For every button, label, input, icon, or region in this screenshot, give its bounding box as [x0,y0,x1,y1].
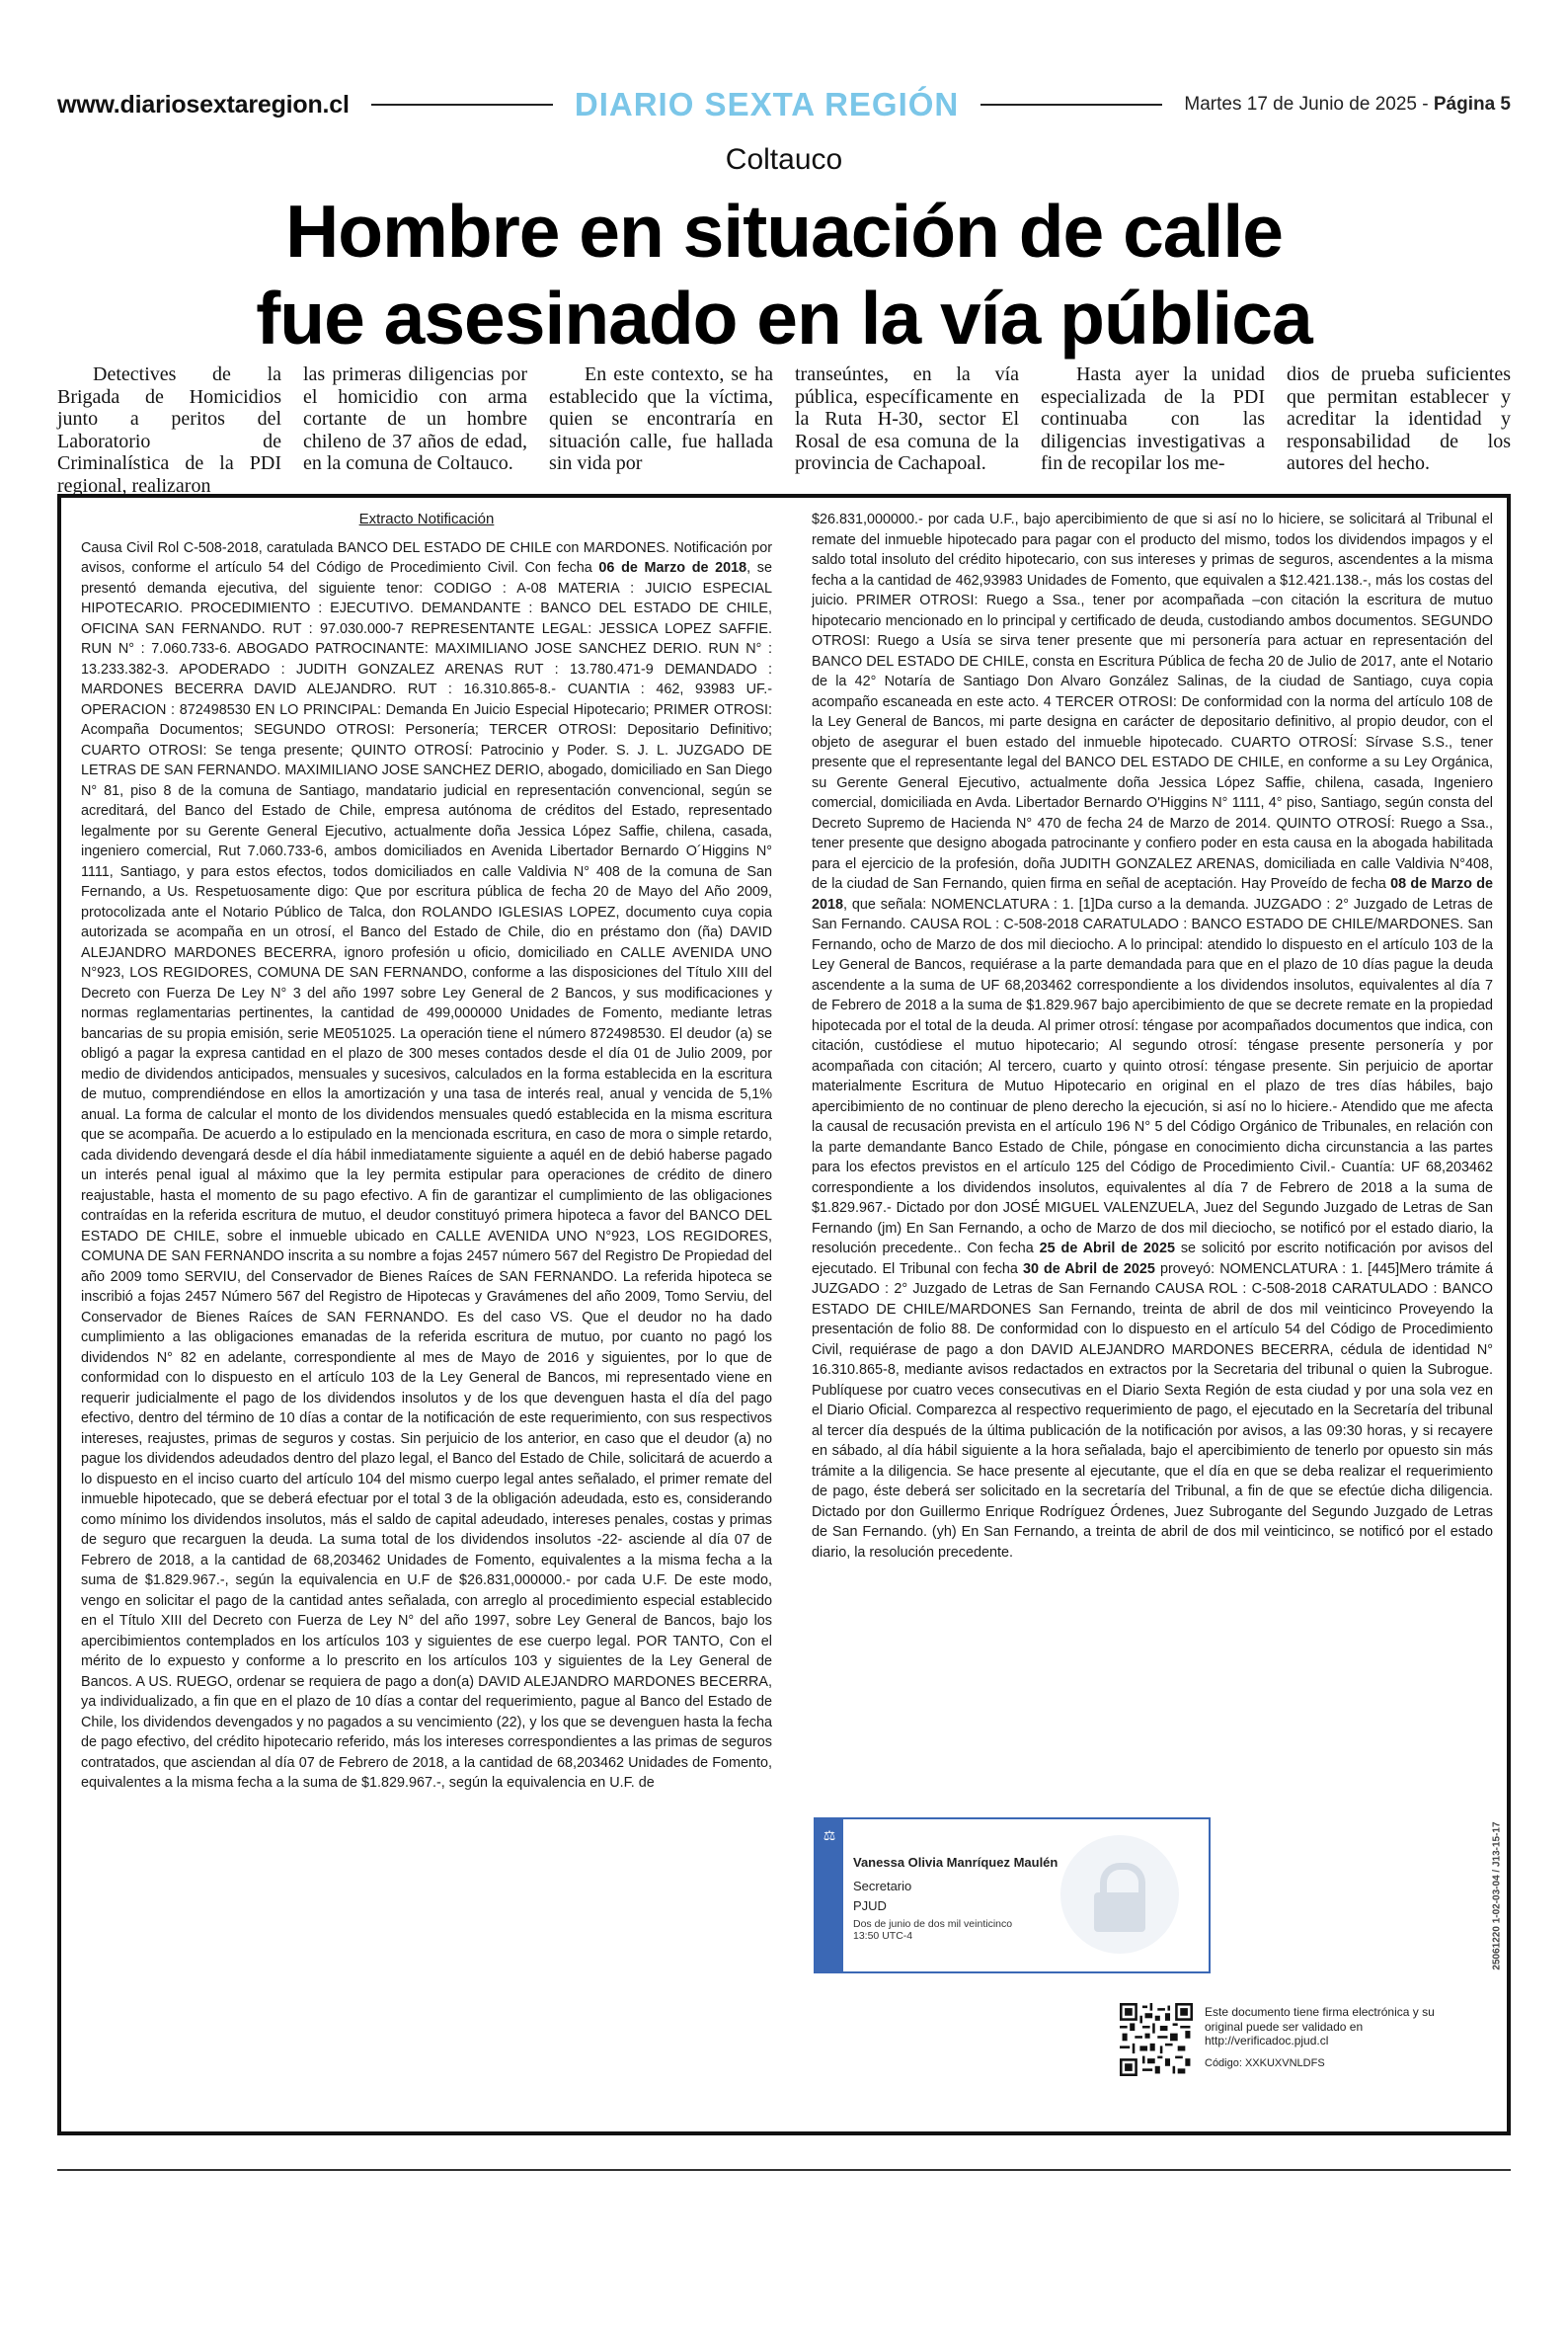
verification-note [1205,2005,1471,2070]
article-paragraph: Hasta ayer la unidad especializada de la PDI continuaba con las diligencias investigativas a fin de recopilar los me- [1041,363,1265,474]
signer-name: Vanessa Olivia Manríquez Maulén [853,1855,1058,1870]
article-paragraph: Detectives de la Brigada de Homicidios junto a peritos del Laboratorio de Criminalística de la PDI regional, realizaron [57,363,281,497]
page-number: Página 5 [1433,94,1511,115]
notice-text: , se presentó demanda ejecutiva, del siguiente tenor: CODIGO : A-08 MATERIA : JUICIO ESPECIAL HIPOTECARIO. PROCEDIMIENTO : EJECUTIVO. DEMANDANTE : BANCO DEL ESTADO DE CHILE, OFICINA SAN FERNANDO. RUT : 97.030.000-7 REPRESENTANTE LEGAL: JESSICA LOPEZ SAFFIE. RUN N° : 7.060.733-6. ABOGADO PATROCINANTE: MAXIMILIANO JOSE SANCHEZ DERIO. RUN N° : 13.233.382-3. APODERADO : JUDITH GONZALEZ ARENAS RUT : 13.780.471-9 DEMANDADO : MARDONES BECERRA DAVID ALEJANDRO. RUT : 16.310.865-8.- CUANTIA : 462, 93983 UF.- OPERACION : 872498530 EN LO PRINCIPAL: Demanda En Juicio Especial Hipotecario; PRIMER OTROSI: Acompaña Documentos; SEGUNDO OTROSI: Personería; TERCER OTROSI: Depositario Definitivo; CUARTO OTROSI: Se tenga presente; QUINTO OTROSÍ: Patrocinio y Poder. S. J. L. JUZGADO DE LETRAS DE SAN FERNANDO. MAXIMILIANO JOSE SANCHEZ DERIO, abogado, domiciliado en San Diego N° 81, piso 8 de la comuna de Santiago, mandatario judicial en representación convencional, según se acreditará, del Banco del Estado de Chile, empresa autónoma de créditos del Estado, representado legalmente por su Gerente General Ejecutivo, actualmente doña Jessica López Saffie, chilena, casada, ingeniero comercial, Rut 7.060.733-6, ambos domiciliados en Avenida Libertador Bernardo O´Higgins N° 1111, Santiago, y para estos efectos, todos domiciliados en calle Valdivia N° 408 de la comuna de San Fernando, a Us. Respetuosamente digo: Que por escritura pública de fecha 20 de Mayo del Año 2009, protocolizada ante el Notario Público de Talca, don ROLANDO IGLESIAS LOPEZ, documento cuya copia autorizada se acompaña en un otrosí, el Banco del Estado de Chile, dio en préstamo don (ña) DAVID ALEJANDRO MARDONES BECERRA, ignoro profesión u oficio, domiciliado en CALLE AVENIDA UNO N°923, LOS REGIDORES, COMUNA DE SAN FERNANDO, conforme a las disposiciones del Título XIII del Decreto con Fuerza De Ley N° 3 del año 1997 sobre Ley General de 2 Bancos, y sus modificaciones y normas reglamentarias pertinentes, la cantidad de 499,000000 Unidades de Fomento, mediante letras bancarias de su propia emisión, serie ME051025. La operación tiene el número 872498530. El deudor (a) se obligó a pagar la expresa cantidad en el plazo de 300 meses contados desde el día 01 de Julio 2009, por medio de dividendos anticipados, mensuales y sucesivos, calculados en la forma establecida en la escritura de mutuo, comprendiéndose en ellos la amortización y una tasa de interés real, anual y vencida de 5,1% anual. La forma de calcular el monto de los dividendos mensuales quedó establecida en la misma escritura que se acompaña. De acuerdo a lo estipulado en la mencionada escritura, en caso de mora o simple retardo, cada dividendo devengará desde el día hábil inmediatamente siguiente a aquél en de debió haberse pagado un interés penal igual al máximo que la ley permita estipular para operaciones de crédito de dinero reajustable, hasta el momento de su pago efectivo. A fin de garantizar el cumplimiento de las obligaciones contraídas en la referida escritura de mutuo, el deudor constituyó primera hipoteca a favor del BANCO DEL ESTADO DE CHILE, sobre el inmueble ubicado en CALLE AVENIDA UNO N°923, LOS REGIDORES, COMUNA DE SAN FERNANDO inscrita a su nombre a fojas 2457 número 567 del Registro De Propiedad del año 2009 tomo SERVIU, del Conservador de Bienes Raíces de SAN FERNANDO. La referida hipoteca se inscribió a fojas 2457 Número 567 del Registro de Hipotecas y Gravámenes del año 2009, Tomo Serviu, del Conservador de Bienes Raíces de SAN FERNANDO. Es del caso VS. Que el deudor no ha dado cumplimiento a las obligaciones emanadas de la referida escritura de mutuo, por cuanto no pagó los dividendos N° 82 en adelante, correspondiente al mes de Mayo de 2016 y siguientes, por lo que de conformidad con lo dispuesto en el artículo 103 de la Ley General de Bancos, mi representado viene en requerir judicialmente el pago de los dividendos insolutos y de los que devenguen hasta el día del pago efectivo, dentro del término de 10 días a contar de la notificación de este requerimiento, con sus respectivos intereses, reajustes, primas de seguros y costas. Sin perjuicio de los anterior, en caso que el deudor (a) no pague los dividendos adeudados dentro del plazo legal, el Banco del Estado de Chile, solicitará de acuerdo a lo dispuesto en el inciso cuarto del artículo 104 del mismo cuerpo legal antes señalado, el primer remate del inmueble hipotecado, que se deberá efectuar por el total 3 de la obligación adeudada, esto es, considerando como mínimo los dividendos insolutos, más el saldo de capital adeudado, intereses penales, costas y primas de seguro que recarguen la deuda. La suma total de los dividendos insolutos -22- asciende al día 07 de Febrero de 2018, a la cantidad de 68,203462 Unidades de Fomento, equivalentes a la misma fecha a la suma de $1.829.967.-, según la equivalencia en U.F de $26.831,000000.- por cada U.F. De este modo, vengo en solicitar el pago de la cantidad antes señalada, con arreglo al procedimiento especial establecido en el Título XIII del Decreto con Fuerza de Ley N° del año 1997, sobre Ley General de Bancos, bajo los apercibimientos contemplados en los artículos 103 y siguientes de ese cuerpo legal. POR TANTO, Con el mérito de lo expuesto y conforme a lo prescrito en los artículos 103 y siguientes de la Ley General de Bancos. A US. RUEGO, ordenar se requiera de pago a don(a) DAVID ALEJANDRO MARDONES BECERRA, ya individualizado, a fin que en el plazo de 10 días a contar del requerimiento, pague al Banco del Estado de Chile, los dividendos devengados y no pagados a su vencimiento (22), y los que se devenguen hasta la fecha de pago efectivo, del crédito hipotecario referido, más los intereses correspondientes a las primas de seguros contratados, que asciendan al día 07 de Febrero de 2018, a la cantidad de 68,203462 Unidades de Fomento, equivalentes a la misma fecha a la suma de $1.829.967.-, según la equivalencia en U.F. de [81,560,773,1791]
notice-text: se solicitó por escrito notificación por avisos del ejecutado. El Tribunal con fecha [812,1241,1493,1277]
notice-date-bold: 08 de Marzo de 2018 [812,876,1493,913]
signer-org: PJUD [853,1898,887,1913]
side-code-text: 25061220 1-02-03-04 / J13-15-17 [1491,1821,1503,1970]
timestamp-time: 13:50 UTC-4 [853,1930,913,1942]
court-icon: ⚖ [823,1829,836,1844]
notice-title: Extracto Notificación [358,511,495,527]
signature-timestamp [853,1918,1051,1942]
article-body [57,363,1511,497]
headline-line-1: Hombre en situación de calle [285,190,1283,273]
article-paragraph: transeúntes, en la vía pública, específicamente en la Ruta H-30, sector El Rosal de esa comuna de la provincia de Cachapoal. [795,363,1019,474]
headline-line-2: fue asesinado en la vía pública [256,277,1312,360]
notice-date-bold: 25 de Abril de 2025 [1039,1241,1175,1256]
article-paragraph: En este contexto, se ha establecido que la víctima, quien se encontraría en situación calle, fue hallada sin vida por [549,363,773,474]
timestamp-date: Dos de junio de dos mil veinticinco [853,1918,1013,1930]
website-url[interactable]: www.diariosextaregion.cl [57,90,350,119]
side-verification-code [1487,1772,1507,2029]
signer-role: Secretario [853,1879,912,1893]
newspaper-brand: DIARIO SEXTA REGIÓN [574,86,960,122]
lock-icon [1060,1835,1179,1954]
issue-date [1184,94,1511,116]
notice-column-right [812,510,1493,1563]
masthead-rule-left [371,104,553,106]
legal-notice-box [57,494,1511,2135]
article-paragraph: las primeras diligencias por el homicidio con arma cortante de un hombre chileno de 37 años de edad, en la comuna de Coltauco. [303,363,527,474]
bottom-rule [57,2169,1511,2171]
masthead [57,85,1511,124]
article-headline [0,188,1568,361]
notice-text-right [812,510,1493,1563]
masthead-rule-right [980,104,1162,106]
notice-text: , que señala: NOMENCLATURA : 1. [1]Da curso a la demanda. JUZGADO : 2° Juzgado de Letras de San Fernando. CAUSA ROL : C-508-2018 CARATULADO : BANCO ESTADO DE CHILE/MARDONES. San Fernando, ocho de Marzo de dos mil dieciocho. A lo principal: atendido lo dispuesto en el artículo 103 de la Ley General de Bancos, requiérase a la parte demandada para que en el plazo de 10 días pague la deuda ascendente a la suma de UF 68,203462 correspondiente a los dividendos insolutos, equivalentes al día 7 de Febrero de 2018 a la suma de $1.829.967 bajo apercibimiento de que se decrete remate en la propiedad hipotecada por el total de la deuda. Al primer otrosí: téngase por acompañados documentos que indica, con citación, custódiese el mutuo hipotecario; Al segundo otrosí: téngase presente personería y por acompañada con citación; Al tercero, cuarto y quinto otrosí: téngase presente. Sin perjuicio de aportar materialmente Escritura de Mutuo Hipotecario en original en el plazo de tres días hábiles, bajo apercibimiento de no continuar de pleno derecho la ejecución, si así no lo hiciere.- Atendido que me afecta la causal de recusación prevista en el artículo 196 N° 5 del Código Orgánico de Tribunales, en relación con la parte demandante Banco Estado de Chile, póngase en conocimiento dicha circunstancia a las partes para los efectos previstos en el artículo 125 del Código de Procedimiento Civil.- Cuantía: UF 68,203462 correspondiente a los dividendos insolutos, equivalentes al día 7 de Febrero de 2018 a la suma de $1.829.967.- Dictado por don JOSÉ MIGUEL VALENZUELA, Juez del Segundo Juzgado de Letras de San Fernando (jm) En San Fernando, a ocho de Marzo de dos mil dieciocho, se notificó por el estado diario, la resolución precedente.. Con fecha [812,896,1493,1256]
verification-code: Código: XXKUXVNLDFS [1205,2056,1325,2069]
verification-text: Este documento tiene firma electrónica y su original puede ser validado en http://verificadoc.pjud.cl [1205,2005,1435,2048]
electronic-signature [814,1817,1211,1973]
notice-date-bold: 06 de Marzo de 2018 [598,560,747,576]
notice-text: proveyó: NOMENCLATURA : 1. [445]Mero trámite á JUZGADO : 2° Juzgado de Letras de San Fernando CAUSA ROL : C-508-2018 CARATULADO : BANCO ESTADO DE CHILE/MARDONES San Fernando, treinta de abril de dos mil veinticinco Proveyendo la presentación de folio 88. De conformidad con lo dispuesto en el artículo 54 del Código de Procedimiento Civil, requiérase de pago a don DAVID ALEJANDRO MARDONES BECERRA, cédula de identidad N° 16.310.865-8, mediante avisos redactados en extractos por la Secretaria del tribunal o quien la Subrogue. Publíquese por cuatro veces consecutivas en el Diario Sexta Región de esta ciudad y por una sola vez en el Diario Oficial. Comparezca al respectivo requerimiento de pago, el ejecutado en la Secretaría del tribunal al tercer día después de la última publicación de la notificación por avisos, a las 09:30 horas, y si recayere en sábado, al día hábil siguiente a la hora señalada, bajo el apercibimiento de tenerlo por opuesto sin más trámite a la diligencia. Se hace presente al ejecutante, que el día en que se deba realizar el requerimiento de pago, éste deberá ser solicitado en la secretaría del Tribunal, a fin de que se efectúe dicha diligencia. Dictado por don Guillermo Enrique Rodríguez Órdenes, Juez Subrogante del Segundo Juzgado de Letras de San Fernando. (yh) En San Fernando, a treinta de abril de dos mil veinticinco, se notificó por el estado diario, la resolución precedente. [812,1260,1493,1561]
notice-column-left [81,510,772,1794]
article-paragraph: dios de prueba suficientes que permitan establecer y acreditar la identidad y responsabilidad de los autores del hecho. [1287,363,1511,474]
notice-text-left [81,538,772,1794]
article-kicker: Coltauco [725,143,843,176]
notice-text: $26.831,000000.- por cada U.F., bajo apercibimiento de que si así no lo hiciere, se solicitará al Tribunal el remate del inmueble hipotecado para pagar con el producto del mismo, todos los dividendos impagos y el saldo total insoluto del crédito hipotecario, con sus intereses y primas de seguros, ascendentes a la misma fecha a la cantidad de 462,93983 Unidades de Fomento, que equivalen a $12.421.138.-, más los costas del juicio. PRIMER OTROSI: Ruego a Ssa., tener por acompañada –con citación la escritura de mutuo hipotecario mencionado en lo principal y certificado de deuda, custodiando ambos documentos. SEGUNDO OTROSI: Ruego a Usía se sirva tener presente que mi personería para actuar en representación del BANCO DEL ESTADO DE CHILE, consta en Escritura Pública de fecha 20 de Julio de 2017, ante el Notario de la 42° Notaría de Santiago Don Alvaro González Salinas, de la ciudad de Santiago, cuya copia acompaño escaneada en este acto. 4 TERCER OTROSI: De conformidad con la norma del artículo 108 de la Ley General de Bancos, mi parte designa en carácter de depositario definitivo, al propio deudor, con el objeto de asegurar el buen estado del inmueble hipotecado. CUARTO OTROSÍ: Sírvase S.S., tener presente que el representante legal del BANCO DEL ESTADO DE CHILE, en conforme a su Ley Orgánica, su Gerente General Ejecutivo, actualmente doña Jessica López Saffie, chilena, casada, Ingeniero comercial, domiciliada en Avda. Libertador Bernardo O'Higgins N° 1111, 4° piso, Santiago, según consta del Decreto Supremo de Hacienda N° 470 de fecha 24 de Marzo de 2014. QUINTO OTROSÍ: Ruego a Ssa., tener presente que designo abogada patrocinante y confiero poder en esta causa en la abogada habilitada para el ejercicio de la profesión, doña JUDITH GONZALEZ ARENAS, domiciliada en calle Valdivia N°408, de la ciudad de San Fernando, quien firma en señal de aceptación. Hay Proveído de fecha [812,512,1493,892]
notice-date-bold: 30 de Abril de 2025 [1022,1260,1155,1277]
date-text: Martes 17 de Junio de 2025 - [1184,94,1434,115]
qr-code-icon[interactable] [1120,2003,1193,2076]
notice-text: Causa Civil Rol C-508-2018, caratulada BANCO DEL ESTADO DE CHILE con MARDONES. Notificación por avisos, conforme el artículo 54 del Código de Procedimiento Civil. Con fecha [81,539,772,576]
